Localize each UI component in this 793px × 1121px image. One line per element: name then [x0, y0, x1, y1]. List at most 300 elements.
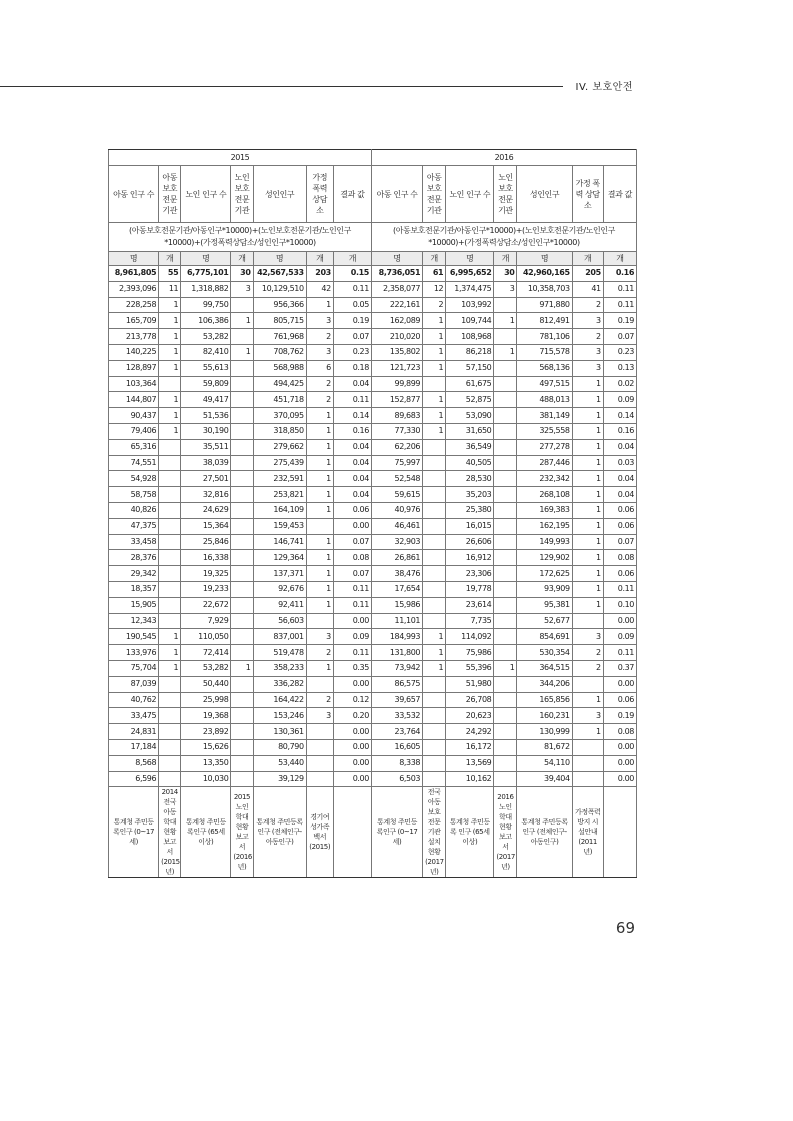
table-cell [231, 392, 253, 408]
table-cell: 0.20 [333, 708, 371, 724]
table-cell: 81,672 [517, 739, 572, 755]
unit-cell: 명 [253, 252, 306, 266]
source-cell: 통계청 주민등록인구 (65세 이상) [181, 787, 231, 878]
table-cell: 358,233 [253, 660, 306, 676]
table-cell [423, 455, 446, 471]
table-cell: 805,715 [253, 313, 306, 329]
table-row [109, 660, 637, 676]
table-cell: 1 [423, 329, 446, 345]
table-cell [231, 360, 253, 376]
table-cell: 0.16 [603, 423, 636, 439]
table-cell: 6,775,101 [181, 266, 231, 282]
table-cell: 53,440 [253, 755, 306, 771]
table-cell: 0.07 [603, 329, 636, 345]
table-cell: 494,425 [253, 376, 306, 392]
table-cell: 121,723 [371, 360, 422, 376]
source-cell: 전국아동 보호전문 기관설치 현황 (2017년) [423, 787, 446, 878]
table-cell [572, 739, 603, 755]
table-cell: 203 [306, 266, 333, 282]
table-cell [306, 739, 333, 755]
table-cell: 2 [306, 692, 333, 708]
table-cell [159, 439, 181, 455]
table-cell [231, 613, 253, 629]
table-cell [423, 566, 446, 582]
table-cell: 74,551 [109, 455, 159, 471]
table-cell: 7,735 [446, 613, 494, 629]
table-cell [231, 329, 253, 345]
col-head: 아동 인구 수 [371, 166, 422, 223]
table-cell: 2 [572, 297, 603, 313]
table-cell: 30,190 [181, 423, 231, 439]
table-cell [231, 676, 253, 692]
table-cell: 46,461 [371, 518, 422, 534]
table-cell: 812,491 [517, 313, 572, 329]
table-cell [494, 439, 517, 455]
table-cell: 56,603 [253, 613, 306, 629]
table-cell: 1 [159, 408, 181, 424]
table-cell: 23,764 [371, 724, 422, 740]
table-cell: 0.10 [603, 597, 636, 613]
table-cell: 152,877 [371, 392, 422, 408]
table-cell [231, 408, 253, 424]
table-cell: 0.00 [333, 724, 371, 740]
table-cell: 8,736,051 [371, 266, 422, 282]
source-row [109, 787, 637, 878]
table-cell [572, 771, 603, 787]
table-cell [494, 487, 517, 503]
table-cell: 95,381 [517, 597, 572, 613]
table-cell: 0.00 [333, 755, 371, 771]
table-cell: 165,709 [109, 313, 159, 329]
table-cell: 17,654 [371, 581, 422, 597]
table-cell: 781,106 [517, 329, 572, 345]
table-cell: 971,880 [517, 297, 572, 313]
table-cell [423, 771, 446, 787]
table-cell: 1 [306, 408, 333, 424]
table-cell [306, 676, 333, 692]
table-cell: 51,536 [181, 408, 231, 424]
table-cell: 40,976 [371, 502, 422, 518]
table-cell: 0.11 [603, 297, 636, 313]
table-cell: 106,386 [181, 313, 231, 329]
table-cell: 1 [159, 313, 181, 329]
table-cell: 165,856 [517, 692, 572, 708]
table-cell: 1 [572, 392, 603, 408]
table-cell: 23,892 [181, 724, 231, 740]
table-cell: 708,762 [253, 344, 306, 360]
table-cell: 1 [423, 360, 446, 376]
table-cell: 36,549 [446, 439, 494, 455]
table-cell: 3 [572, 313, 603, 329]
table-cell: 205 [572, 266, 603, 282]
unit-cell: 명 [109, 252, 159, 266]
table-cell: 42,567,533 [253, 266, 306, 282]
table-cell [494, 550, 517, 566]
source-cell: 통계청 주민등록 인구 (65세 이상) [446, 787, 494, 878]
table-cell [231, 566, 253, 582]
table-row [109, 439, 637, 455]
table-cell [231, 629, 253, 645]
table-row [109, 755, 637, 771]
table-cell: 19,325 [181, 566, 231, 582]
table-cell: 16,605 [371, 739, 422, 755]
table-cell: 26,861 [371, 550, 422, 566]
table-cell: 1 [572, 581, 603, 597]
table-cell: 65,316 [109, 439, 159, 455]
table-cell [423, 724, 446, 740]
table-cell: 58,758 [109, 487, 159, 503]
table-cell [494, 471, 517, 487]
table-cell [423, 518, 446, 534]
table-cell: 0.13 [603, 360, 636, 376]
table-cell: 75,704 [109, 660, 159, 676]
table-cell [159, 550, 181, 566]
table-cell: 103,992 [446, 297, 494, 313]
table-cell [306, 755, 333, 771]
table-cell: 2 [572, 645, 603, 661]
table-cell: 1 [231, 344, 253, 360]
table-cell [423, 739, 446, 755]
formula-2016: (아동보호전문기관/아동인구*10000)+(노인보호전문기관/노인인구 *10000)+(가정폭력상담소/성인인구*10000) [371, 223, 636, 252]
table-cell: 3 [572, 708, 603, 724]
table-cell: 17,184 [109, 739, 159, 755]
year-row [109, 150, 637, 166]
table-row [109, 676, 637, 692]
table-cell [494, 566, 517, 582]
table-cell: 1 [159, 629, 181, 645]
table-row [109, 281, 637, 297]
table-cell [159, 597, 181, 613]
col-head: 아동 보호 전문 기관 [423, 166, 446, 223]
table-cell: 3 [306, 708, 333, 724]
table-cell: 28,530 [446, 471, 494, 487]
table-cell: 16,338 [181, 550, 231, 566]
table-cell: 6 [306, 360, 333, 376]
table-cell: 1 [572, 550, 603, 566]
table-cell [159, 534, 181, 550]
col-head: 가정 폭력 상담소 [572, 166, 603, 223]
table-cell: 0.19 [603, 708, 636, 724]
table-cell [231, 692, 253, 708]
table-cell [423, 708, 446, 724]
table-row [109, 708, 637, 724]
table-cell: 53,282 [181, 660, 231, 676]
table-cell: 0.04 [333, 439, 371, 455]
table-cell: 0.06 [603, 518, 636, 534]
table-cell: 568,136 [517, 360, 572, 376]
table-cell: 0.11 [333, 645, 371, 661]
table-cell: 1 [494, 660, 517, 676]
table-cell: 1 [572, 455, 603, 471]
table-cell: 1 [306, 550, 333, 566]
table-cell: 1 [572, 502, 603, 518]
table-cell: 1 [159, 360, 181, 376]
source-cell [333, 787, 371, 878]
table-cell: 1 [306, 597, 333, 613]
table-cell: 39,404 [517, 771, 572, 787]
table-cell: 1,374,475 [446, 281, 494, 297]
table-cell [494, 771, 517, 787]
table-cell: 228,258 [109, 297, 159, 313]
table-cell: 57,150 [446, 360, 494, 376]
table-cell: 232,342 [517, 471, 572, 487]
table-cell: 131,800 [371, 645, 422, 661]
table-cell: 2 [306, 645, 333, 661]
table-cell: 59,809 [181, 376, 231, 392]
table-cell: 0.16 [603, 266, 636, 282]
table-cell: 3 [306, 629, 333, 645]
table-cell: 59,615 [371, 487, 422, 503]
table-cell: 0.09 [603, 629, 636, 645]
table-cell: 164,109 [253, 502, 306, 518]
table-cell [494, 739, 517, 755]
source-cell: 가정폭력 방지 시설안내 (2011년) [572, 787, 603, 878]
table-row [109, 344, 637, 360]
table-cell: 568,988 [253, 360, 306, 376]
table-cell: 0.05 [333, 297, 371, 313]
table-cell [423, 613, 446, 629]
table-cell: 22,672 [181, 597, 231, 613]
table-cell: 1 [306, 581, 333, 597]
table-cell: 2 [572, 329, 603, 345]
table-cell: 30 [231, 266, 253, 282]
table-row [109, 360, 637, 376]
table-cell: 0.07 [333, 534, 371, 550]
table-cell: 0.06 [333, 502, 371, 518]
table-cell [494, 692, 517, 708]
table-cell: 1 [572, 487, 603, 503]
table-cell [159, 708, 181, 724]
table-cell: 1 [159, 392, 181, 408]
table-cell: 87,039 [109, 676, 159, 692]
col-head: 아동 인구 수 [109, 166, 159, 223]
table-cell [494, 297, 517, 313]
table-cell [306, 613, 333, 629]
table-cell [231, 518, 253, 534]
table-cell: 55,396 [446, 660, 494, 676]
col-head: 성인인구 [253, 166, 306, 223]
table-cell [306, 518, 333, 534]
source-cell: 2015 노인학대 현황 보고서 (2016년) [231, 787, 253, 878]
table-cell [231, 724, 253, 740]
table-cell [231, 376, 253, 392]
table-cell: 530,354 [517, 645, 572, 661]
table-cell: 210,020 [371, 329, 422, 345]
table-cell: 715,578 [517, 344, 572, 360]
table-cell: 232,591 [253, 471, 306, 487]
table-cell: 90,437 [109, 408, 159, 424]
table-cell: 129,902 [517, 550, 572, 566]
table-cell: 52,548 [371, 471, 422, 487]
table-cell: 18,357 [109, 581, 159, 597]
table-cell: 1 [159, 344, 181, 360]
table-cell [159, 455, 181, 471]
table-cell: 55 [159, 266, 181, 282]
table-cell: 2,393,096 [109, 281, 159, 297]
table-cell: 27,501 [181, 471, 231, 487]
table-cell: 325,558 [517, 423, 572, 439]
table-cell: 82,410 [181, 344, 231, 360]
table-cell: 0.07 [333, 566, 371, 582]
table-cell [494, 518, 517, 534]
table-cell: 1 [306, 566, 333, 582]
table-cell [494, 423, 517, 439]
table-cell [231, 502, 253, 518]
table-cell [494, 629, 517, 645]
table-cell: 42,960,165 [517, 266, 572, 282]
table-cell: 29,342 [109, 566, 159, 582]
table-cell [423, 581, 446, 597]
table-cell: 497,515 [517, 376, 572, 392]
table-cell: 32,816 [181, 487, 231, 503]
table-cell: 3 [231, 281, 253, 297]
table-cell: 54,110 [517, 755, 572, 771]
table-cell [231, 708, 253, 724]
table-cell: 39,129 [253, 771, 306, 787]
table-cell: 0.07 [333, 329, 371, 345]
table-cell: 0.11 [603, 581, 636, 597]
table-cell: 0.06 [603, 566, 636, 582]
unit-cell: 명 [517, 252, 572, 266]
table-cell: 0.00 [603, 676, 636, 692]
table-cell [494, 534, 517, 550]
table-cell: 0.15 [333, 266, 371, 282]
table-cell [159, 376, 181, 392]
table-cell [231, 550, 253, 566]
table-cell [231, 439, 253, 455]
table-cell: 79,406 [109, 423, 159, 439]
table-cell: 1 [572, 692, 603, 708]
table-cell: 7,929 [181, 613, 231, 629]
table-cell [423, 755, 446, 771]
table-cell: 110,050 [181, 629, 231, 645]
table-cell [231, 297, 253, 313]
units-row [109, 252, 637, 266]
table-cell: 0.14 [333, 408, 371, 424]
table-row [109, 487, 637, 503]
table-cell [159, 581, 181, 597]
table-cell: 8,568 [109, 755, 159, 771]
table-cell: 6,503 [371, 771, 422, 787]
table-cell: 1 [423, 392, 446, 408]
table-cell: 13,350 [181, 755, 231, 771]
table-cell: 149,993 [517, 534, 572, 550]
table-cell: 1 [306, 660, 333, 676]
table-cell: 89,683 [371, 408, 422, 424]
table-cell [494, 360, 517, 376]
col-head: 노인 인구 수 [446, 166, 494, 223]
table-cell: 39,657 [371, 692, 422, 708]
table-cell [423, 471, 446, 487]
table-cell: 133,976 [109, 645, 159, 661]
table-cell: 11,101 [371, 613, 422, 629]
unit-cell: 개 [159, 252, 181, 266]
col-head: 노인 인구 수 [181, 166, 231, 223]
table-cell: 75,997 [371, 455, 422, 471]
table-cell: 1 [572, 376, 603, 392]
table-cell: 23,614 [446, 597, 494, 613]
table-cell: 19,778 [446, 581, 494, 597]
table-cell: 0.00 [333, 518, 371, 534]
header-rule [0, 86, 563, 87]
table-row [109, 566, 637, 582]
table-row [109, 597, 637, 613]
table-cell: 75,986 [446, 645, 494, 661]
table-cell: 1 [423, 408, 446, 424]
table-cell [306, 724, 333, 740]
table-cell: 30 [494, 266, 517, 282]
unit-cell: 명 [371, 252, 422, 266]
table-row [109, 692, 637, 708]
table-cell: 253,821 [253, 487, 306, 503]
table-cell: 25,998 [181, 692, 231, 708]
table-cell [572, 613, 603, 629]
table-cell: 20,623 [446, 708, 494, 724]
table-cell: 23,306 [446, 566, 494, 582]
table-cell: 15,626 [181, 739, 231, 755]
table-cell [494, 329, 517, 345]
table-cell [423, 439, 446, 455]
table-cell: 129,364 [253, 550, 306, 566]
table-cell: 72,414 [181, 645, 231, 661]
table-cell: 0.04 [603, 471, 636, 487]
table-cell: 2 [572, 660, 603, 676]
table-cell: 1 [306, 471, 333, 487]
table-cell: 0.00 [333, 771, 371, 787]
table-cell [494, 613, 517, 629]
data-table [108, 149, 637, 878]
table-cell: 1 [306, 455, 333, 471]
table-cell: 162,195 [517, 518, 572, 534]
source-cell: 통계청 주민등록인구 (0~17세) [371, 787, 422, 878]
table-row [109, 313, 637, 329]
table-cell: 0.00 [603, 739, 636, 755]
table-cell: 287,446 [517, 455, 572, 471]
unit-cell: 개 [423, 252, 446, 266]
table-cell: 0.00 [333, 676, 371, 692]
col-head: 결과 값 [603, 166, 636, 223]
table-cell: 92,676 [253, 581, 306, 597]
table-cell [494, 455, 517, 471]
table-cell: 153,246 [253, 708, 306, 724]
table-cell: 0.16 [333, 423, 371, 439]
table-cell: 50,440 [181, 676, 231, 692]
table-row [109, 329, 637, 345]
table-cell [494, 581, 517, 597]
table-row [109, 613, 637, 629]
table-cell [231, 487, 253, 503]
table-row [109, 266, 637, 282]
table-cell: 10,162 [446, 771, 494, 787]
table-cell: 1 [159, 645, 181, 661]
table-cell: 0.23 [603, 344, 636, 360]
table-cell: 956,366 [253, 297, 306, 313]
table-cell: 62,206 [371, 439, 422, 455]
table-cell: 0.11 [333, 597, 371, 613]
table-cell: 99,750 [181, 297, 231, 313]
table-cell: 1 [572, 566, 603, 582]
table-cell: 519,478 [253, 645, 306, 661]
table-cell: 1 [423, 344, 446, 360]
table-cell: 1 [306, 502, 333, 518]
table-cell: 1 [572, 724, 603, 740]
table-cell: 1 [306, 534, 333, 550]
table-cell: 19,233 [181, 581, 231, 597]
table-cell: 10,358,703 [517, 281, 572, 297]
table-cell: 0.08 [603, 724, 636, 740]
table-cell [231, 534, 253, 550]
table-row [109, 408, 637, 424]
